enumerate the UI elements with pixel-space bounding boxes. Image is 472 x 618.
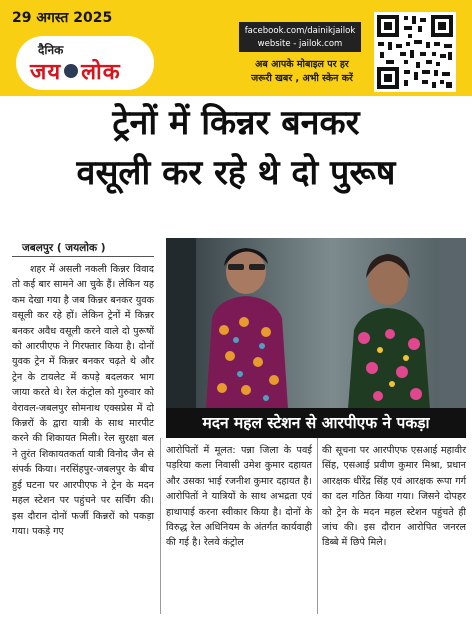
masthead	[0, 0, 472, 96]
news-photo	[166, 238, 466, 409]
logo-lok: लोक	[81, 60, 121, 85]
article-paragraph-2: आरोपितों में मूलत: पन्ना जिला के पवई पड़रिया कला निवासी उमेश कुमार दहायत और उसका भाई रजनीश कुमार दहायत है। आरोपितों ने यात्रियों के साथ अभद्रता एवं हाथापाई करना स्वीकार किया है। दोनों के विरुद्ध रेल अधिनियम के अंतर्गत कार्यवाही की गई है। रेलवे कंट्रोल	[166, 445, 312, 549]
facebook-link[interactable]: facebook.com/dainikjailok	[244, 26, 356, 36]
headline	[0, 98, 472, 198]
article-column-3	[322, 443, 466, 551]
article-column-1	[12, 262, 154, 539]
logo-wordmark	[30, 56, 121, 86]
qr-code-icon[interactable]	[374, 12, 456, 92]
column-divider-left	[160, 438, 161, 614]
site-links-box	[239, 22, 361, 52]
newspaper-logo	[16, 36, 154, 90]
article-paragraph-1: शहर में असली नकली किन्नर विवाद तो कई बार सामने आ चुके हैं। लेकिन यह कम देखा गया है जब किन्नर बनकर युवक वसूली कर रहे हों। लेकिन ट्रेनों में किन्नर बनकर अवैध वसूली करने वाले दो पुरूषों को आरपीएफ ने गिरफ्तार किया है। दोनों युवक ट्रेन में किन्नर बनकर चढ़ते थे और ट्रेन के टायलेट में कपड़े बदलकर भाग जाया करते थे। रेल कंट्रोल को गुरुवार को वेरावल-जबलपुर सोमनाथ एक्सप्रेस में दो किन्नरों के द्वारा यात्री के साथ मारपीट करने की शिकायत मिली। रेल सुरक्षा बल ने तुरंत शिकायतकर्ता यात्री विनोद जैन से संपर्क किया। नरसिंहपुर-जबलपुर के बीच हुई घटना पर आरपीएफ ने ट्रेन के मदन महल स्टेशन पर पहुंचने पर सर्चिंग की। इस दौरान दोनों फर्जी किन्नरों को पकड़ा गया। पकड़े गए	[12, 264, 154, 537]
logo-jay: जय	[30, 60, 62, 85]
article-column-2	[166, 443, 312, 551]
dateline: जबलपुर ( जयलोक )	[22, 242, 106, 254]
headline-line-2: वसूली कर रहे थे दो पुरूष	[76, 153, 396, 193]
scan-line-2: जरूरी खबर , अभी स्केन करें	[251, 73, 353, 84]
globe-icon	[64, 64, 78, 78]
qr-code-graphic	[374, 12, 456, 92]
scan-line-1: अब आपके मोबाइल पर हर	[255, 59, 349, 70]
dateline-divider	[12, 256, 154, 257]
headline-line-1: ट्रेनों में किन्नर बनकर	[112, 103, 360, 143]
website-link[interactable]: website - jailok.com	[257, 39, 343, 49]
column-divider-right	[317, 438, 318, 614]
scan-prompt	[236, 58, 368, 86]
photo-illustration	[166, 238, 466, 409]
issue-date: 29 अगस्त 2025	[12, 10, 113, 26]
article-paragraph-3: की सूचना पर आरपीएफ एसआई महावीर सिंह, एसआई प्रवीण कुमार मिश्रा, प्रधान आरक्षक धीरेंद्र सिंह एवं आरक्षक रूपा गर्ग का दल गठित किया गया। जिसने दोपहर को ट्रेन के मदन महल स्टेशन पहुंचते ही जांच की। इस दौरान आरोपित जनरल डिब्बे में छिपे मिले।	[322, 445, 466, 549]
logo-dainik: दैनिक	[38, 43, 64, 57]
photo-caption: मदन महल स्टेशन से आरपीएफ ने पकड़ा	[166, 408, 466, 438]
